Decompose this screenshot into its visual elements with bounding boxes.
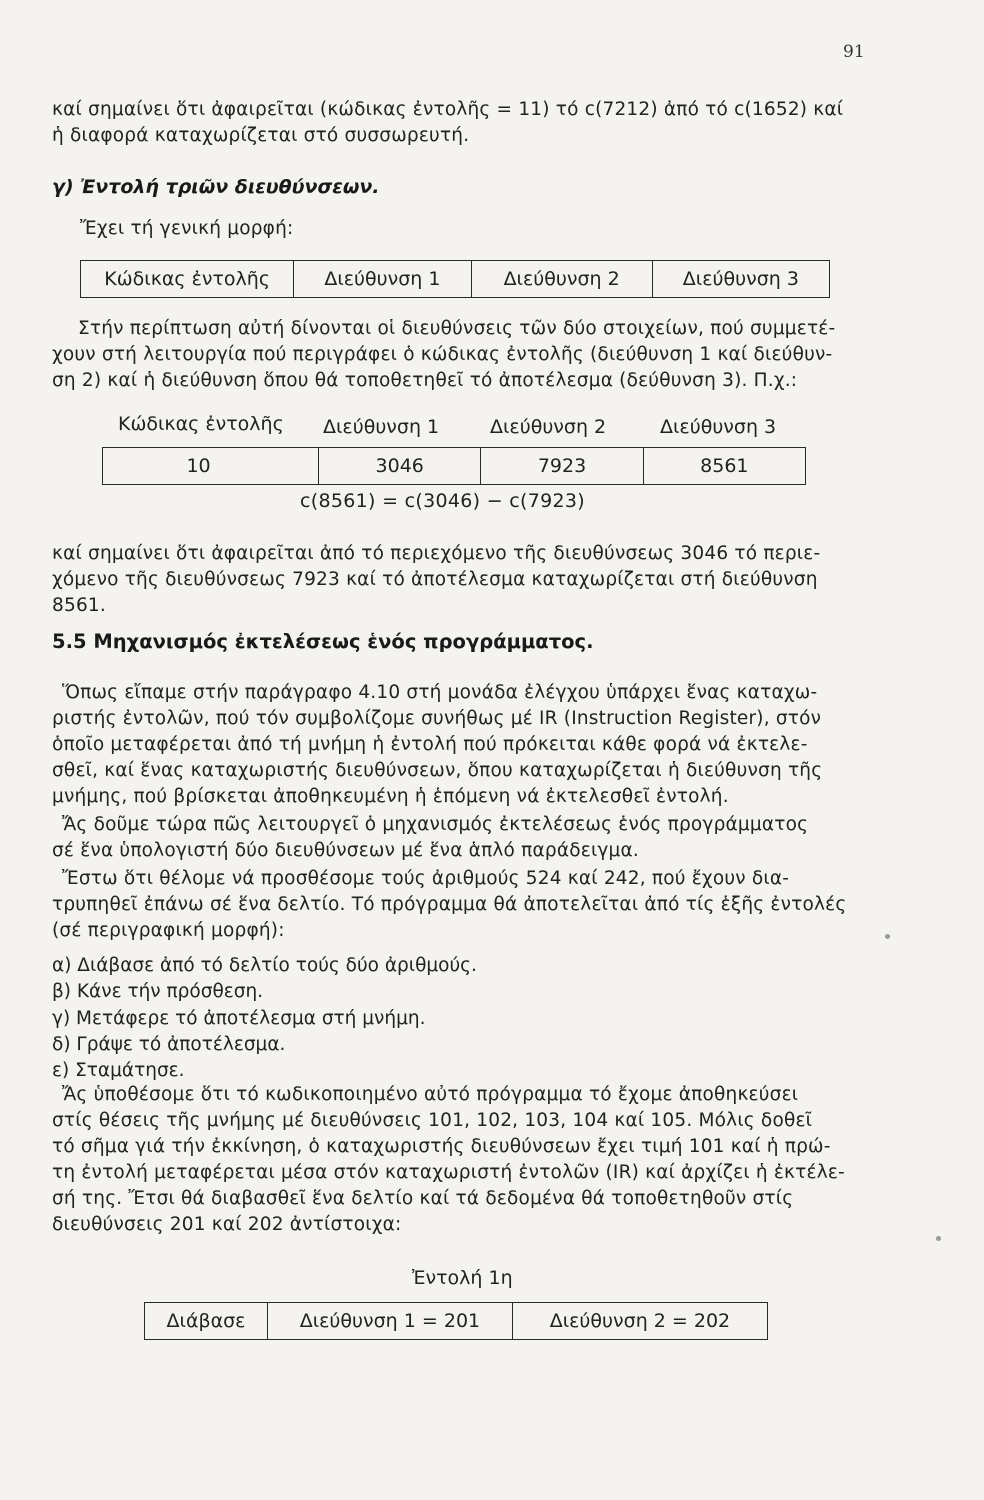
form-text [80,216,890,242]
explanation-paragraph [52,316,862,394]
paragraph-ir [52,680,862,810]
formula: c(8561) = c(3046) − c(7923) [300,490,585,512]
text-line: μνήμης, πού βρίσκεται ἀποθηκευμένη ἡ ἑπόμενη νά ἐκτελεσθεῖ ἐντολή. [52,786,729,807]
text-line: ἡ διαφορά καταχωρίζεται στό συσσωρευτή. [52,125,470,146]
generic-instruction-table [80,260,830,298]
text-line: ριστής ἐντολῶν, πού τόν συμβολίζομε συνήθως μέ IR (Instruction Register), στόν [52,708,822,729]
example-header-address-2: Διεύθυνση 2 [490,416,607,438]
example-instruction-table [102,447,806,485]
list-item: α) Διάβασε ἀπό τό δελτίο τούς δύο ἀριθμούς. [52,955,477,976]
example-header-address-3: Διεύθυνση 3 [660,416,777,438]
paragraph-storage [52,1082,862,1238]
paragraph-example [52,866,862,944]
cell-address-3: Διεύθυνση 3 [652,261,829,298]
text-line: Ἄς δοῦμε τώρα πῶς λειτουργεῖ ὁ μηχανισμός ἐκτελέσεως ἑνός προγράμματος [62,814,809,835]
page-number: 91 [843,42,865,62]
text-line: σέ ἕνα ὑπολογιστή δύο διευθύνσεων μέ ἕνα ἁπλό παράδειγμα. [52,840,639,861]
cell-address-2-value: 7923 [481,448,643,485]
text-line: καί σημαίνει ὅτι ἀφαιρεῖται ἀπό τό περιεχόμενο τῆς διευθύνσεως 3046 τό περιε- [52,543,821,564]
text-line: καί σημαίνει ὅτι ἀφαιρεῖται (κώδικας ἐντολῆς = 11) τό c(7212) ἀπό τό c(1652) καί [52,99,844,120]
text-line: Ἔστω ὅτι θέλομε νά προσθέσομε τούς ἀριθμούς 524 καί 242, πού ἔχουν δια- [62,868,790,889]
scan-speck [936,1236,941,1241]
text-line: διευθύνσεις 201 καί 202 ἀντίστοιχα: [52,1214,402,1235]
cell-address-2: Διεύθυνση 2 = 202 [512,1303,767,1340]
text-line: στίς θέσεις τῆς μνήμης μέ διευθύνσεις 101, 102, 103, 104 καί 105. Μόλις δοθεῖ [52,1110,813,1131]
cell-address-2: Διεύθυνση 2 [471,261,652,298]
example-header-address-1: Διεύθυνση 1 [323,416,440,438]
text-line: σθεῖ, καί ἕνας καταχωριστής διευθύνσεων, ὅπου καταχωρίζεται ἡ διεύθυνση τῆς [52,760,823,781]
cell-read: Διάβασε [145,1303,268,1340]
text-line: Ἄς ὑποθέσομε ὅτι τό κωδικοποιημένο αὐτό πρόγραμμα τό ἔχομε ἀποθηκεύσει [62,1084,799,1105]
text-line: Στήν περίπτωση αὐτή δίνονται οἱ διευθύνσεις τῶν δύο στοιχείων, πού συμμετέ- [78,318,836,339]
text-line: Ὅπως εἴπαμε στήν παράγραφο 4.10 στή μονάδα ἐλέγχου ὑπάρχει ἕνας καταχω- [62,682,818,703]
list-item: γ) Μετάφερε τό ἀποτέλεσμα στή μνήμη. [52,1007,426,1029]
cell-address-1: Διεύθυνση 1 = 201 [267,1303,512,1340]
text-line: 8561. [52,595,106,616]
cell-address-1: Διεύθυνση 1 [294,261,471,298]
instruction-caption: Ἐντολή 1η [412,1267,513,1289]
scan-speck [885,934,890,939]
text-line: χουν στή λειτουργία πού περιγράφει ὁ κώδικας ἐντολῆς (διεύθυνση 1 καί διεύθυν- [52,344,833,365]
intro-paragraph [52,97,862,149]
list-item: δ) Γράψε τό ἀποτέλεσμα. [52,1033,286,1055]
program-steps-list [52,953,477,1084]
text-line: τη ἐντολή μεταφέρεται μέσα στόν καταχωριστή ἐντολῶν (IR) καί ἀρχίζει ἡ ἐκτέλε- [52,1162,845,1183]
text-line: τό σῆμα γιά τήν ἐκκίνηση, ὁ καταχωριστής διευθύνσεων ἔχει τιμή 101 καί ἡ πρώ- [52,1136,831,1157]
paragraph-mechanism [52,812,862,864]
list-item: β) Κάνε τήν πρόσθεση. [52,981,264,1003]
text-line: τρυπηθεῖ ἐπάνω σέ ἕνα δελτίο. Τό πρόγραμμα θά ἀποτελεῖται ἀπό τίς ἑξῆς ἐντολές [52,894,847,915]
text-line: ση 2) καί ἡ διεύθυνση ὅπου θά τοποθετηθεῖ τό ἀποτέλεσμα (δεύθυνση 3). Π.χ.: [52,370,798,391]
first-instruction-table [144,1302,768,1340]
text-line: Ἔχει τή γενική μορφή: [80,218,294,239]
text-line: σή της. Ἔτσι θά διαβασθεῖ ἕνα δελτίο καί τά δεδομένα θά τοποθετηθοῦν στίς [52,1188,794,1209]
meaning-paragraph [52,541,862,619]
cell-opcode: Κώδικας ἐντολῆς [81,261,294,298]
text-line: χόμενο τῆς διευθύνσεως 7923 καί τό ἀποτέλεσμα καταχωρίζεται στή διεύθυνση [52,569,818,590]
cell-address-3-value: 8561 [643,448,805,485]
list-item: ε) Σταμάτησε. [52,1060,185,1082]
cell-opcode-value: 10 [103,448,319,485]
example-header-opcode: Κώδικας ἐντολῆς [118,413,284,435]
text-line: (σέ περιγραφική μορφή): [52,920,285,941]
section-gamma-title: γ) Ἐντολή τριῶν διευθύνσεων. [52,176,380,198]
section-55-title: 5.5 Μηχανισμός ἐκτελέσεως ἑνός προγράμματος. [52,630,594,653]
text-line: ὁποῖο μεταφέρεται ἀπό τή μνήμη ἡ ἐντολή πού πρόκειται κάθε φορά νά ἐκτελε- [52,734,808,755]
cell-address-1-value: 3046 [319,448,481,485]
